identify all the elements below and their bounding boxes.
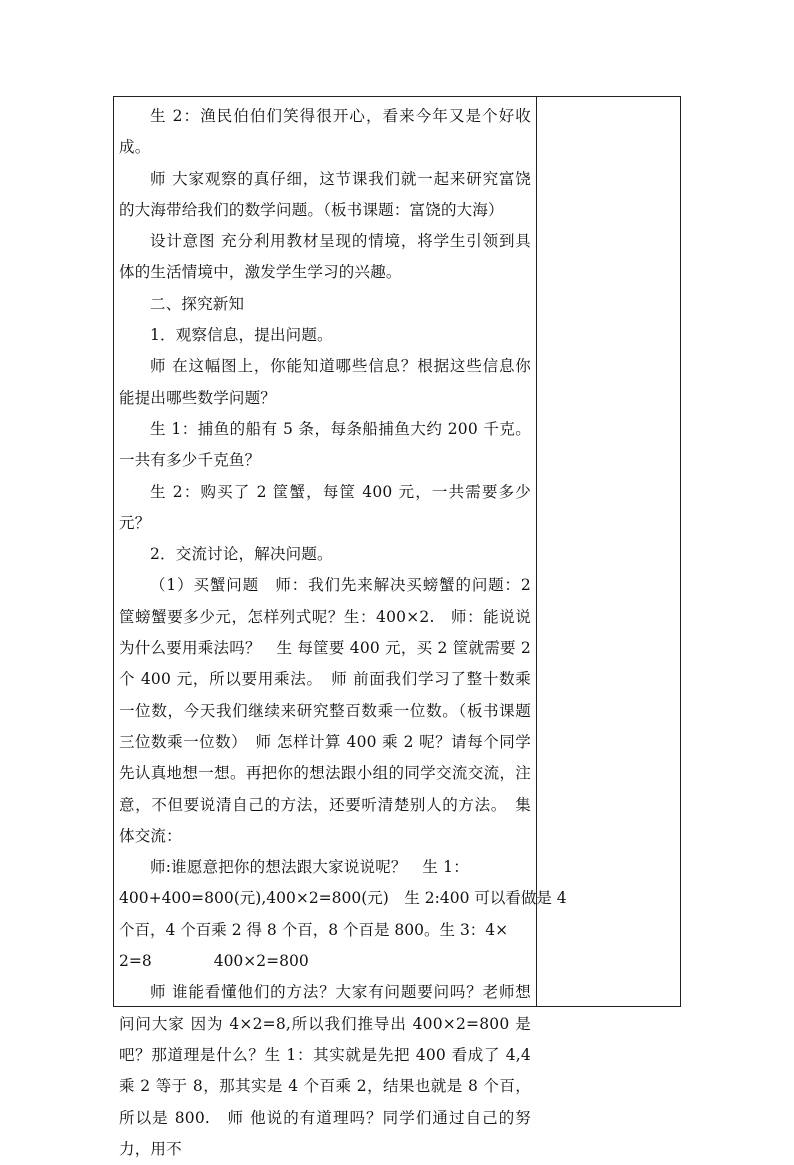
step-discuss-solve: 2．交流讨论，解决问题。: [150, 545, 333, 564]
paragraph-student-1-fish: 生 1：捕鱼的船有 5 条，每条船捕鱼大约 200 千克。一共有多少千克鱼？: [119, 419, 531, 470]
calculation-line-1: 400+400=800(元),400×2=800(元) 生 2:400 可以看做是 4: [119, 889, 567, 908]
lesson-content-cell: [114, 97, 567, 1158]
paragraph-student-2-crab: 生 2：购买了 2 筐蟹，每筐 400 元，一共需要多少元？: [119, 482, 531, 532]
paragraph-design-intent: 设计意图 充分利用教材呈现的情境，将学生引领到具体的生活情境中，激发学生学习的兴趣。: [119, 232, 531, 282]
paragraph-reasoning: 师 谁能看懂他们的方法？大家有问题要问吗？老师想问问大家 因为 4×2=8,所以我们推导出 400×2=800 是吧？那道理是什么？生 1：其实就是先把 400 看成了 4,4 乘 2 等于 8，那其实是 4 个百乘 2，结果也就是 8 个百，所以是 800. 师 他说的有道理吗？同学们通过自己的努力，用不: [119, 983, 531, 1158]
paragraph-share-ideas: 师:谁愿意把你的想法跟大家说说呢？ 生 1：: [150, 858, 469, 877]
paragraph-student-2-harvest: 生 2：渔民伯伯们笑得很开心，看来今年又是个好收成。: [119, 107, 531, 157]
paragraph-crab-problem: （1）买蟹问题 师：我们先来解决买螃蟹的问题：2 筐螃蟹要多少元，怎样列式呢？生：400×2. 师：能说说为什么要用乘法吗？ 生 每筐要 400 元，买 2 筐就需要 2 个 400 元，所以要用乘法。 师 前面我们学习了整十数乘一位数，今天我们继续来研究整百数乘一位数。（板书课题三位数乘一位数） 师 怎样计算 400 乘 2 呢？请每个同学先认真地想一想。再把你的想法跟小组的同学交流交流，注意，不但要说清自己的方法，还要听清楚别人的方法。 集体交流：: [119, 576, 531, 845]
notes-cell: [537, 97, 680, 1006]
paragraph-teacher-intro: 师 大家观察的真仔细，这节课我们就一起来研究富饶的大海带给我们的数学问题。（板书课题：富饶的大海）: [119, 169, 531, 219]
calculation-line-3: 2=8 400×2=800: [119, 952, 309, 971]
paragraph-teacher-question: 师 在这幅图上，你能知道哪些信息？根据这些信息你能提出哪些数学问题？: [119, 357, 531, 407]
section-heading-explore: 二、探究新知: [150, 294, 245, 313]
lesson-plan-table: [113, 96, 681, 1158]
step-observe-info: 1．观察信息，提出问题。: [150, 326, 333, 345]
calculation-line-2: 个百，4 个百乘 2 得 8 个百，8 个百是 800。生 3：4×: [119, 920, 509, 939]
